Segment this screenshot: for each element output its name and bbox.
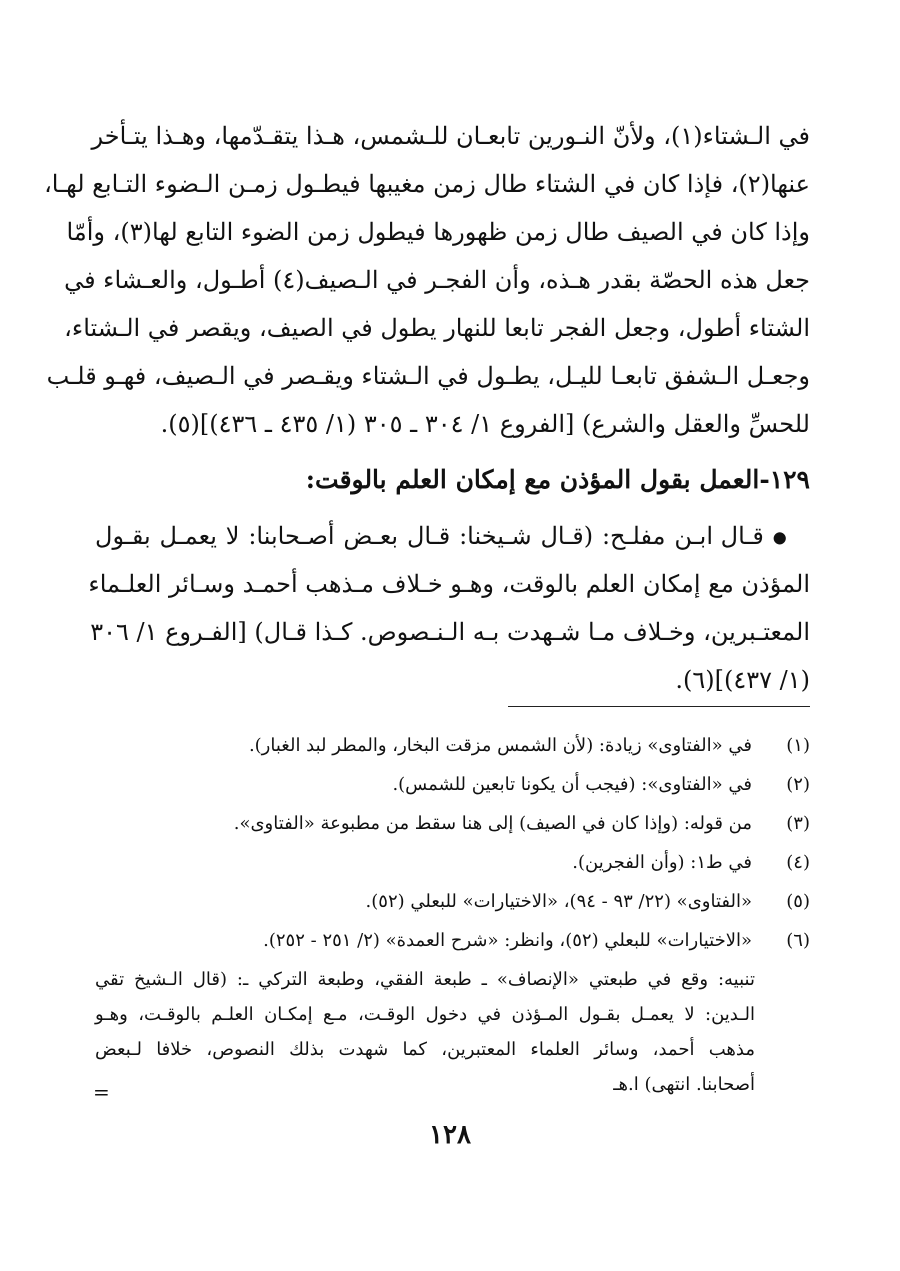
footnote-text: في ط١: (وأن الفجرين).: [572, 852, 752, 873]
footnote-number: (١): [786, 735, 810, 756]
footnote: [95, 921, 810, 960]
text-line: [95, 512, 810, 560]
footnote-separator: [508, 706, 810, 707]
footnotes: [95, 726, 810, 960]
text-line: المؤذن مع إمكان العلم بالوقت، وهـو خـلاف مـذهب أحمـد وسـائر العلـماء: [88, 570, 810, 598]
section-heading: ١٢٩-العمل بقول المؤذن مع إمكان العلم بالوقت:: [305, 465, 810, 494]
footnote: [95, 765, 810, 804]
text-line: وإذا كان في الصيف طال زمن ظهورها فيطول زمن الضوء التابع لها(٣)، وأمّا: [66, 218, 810, 246]
footnote-text: من قوله: (وإذا كان في الصيف) إلى هنا سقط من مطبوعة «الفتاوى».: [233, 813, 752, 834]
second-paragraph: [88, 512, 810, 704]
footnote: [95, 843, 810, 882]
text-line: وجعـل الـشفق تابعـا لليـل، يطـول في الـشتاء ويقـصر في الـصيف، فهـو قلـب: [46, 362, 810, 390]
footnote-number: (٤): [786, 852, 810, 873]
text-line-content: قـال ابـن مفلـح: (قـال شـيخنا: قـال بعـض أصـحابنا: لا يعمـل بقـول: [95, 522, 764, 550]
footnote-text: في «الفتاوى»: (فيجب أن يكونا تابعين للشمس).: [392, 774, 752, 795]
footnote-number: (٣): [786, 813, 810, 834]
footnote-text: «الفتاوى» (٢٢/ ٩٣ - ٩٤)، «الاختيارات» للبعلي (٥٢).: [365, 891, 752, 912]
text-line: (١/ ٤٣٧)](٦).: [675, 666, 810, 694]
text-line: المعتـبرين، وخـلاف مـا شـهدت بـه الـنـصوص. كـذا قـال) [الفـروع ١/ ٣٠٦: [90, 618, 810, 646]
footnote: [95, 726, 810, 765]
footnote-remark: [95, 962, 755, 1102]
text-line: في الـشتاء(١)، ولأنّ النـورين تابعـان للـشمس، هـذا يتقـدّمها، وهـذا يتـأخر: [91, 122, 810, 150]
text-line: للحسِّ والعقل والشرع) [الفروع ١/ ٣٠٤ ـ ٣٠٥ (١/ ٤٣٥ ـ ٤٣٦)](٥).: [160, 410, 810, 438]
text-line: مذهب أحمد، وسائر العلماء المعتبرين، كما شهدت بذلك النصوص، خلافا لـبعض: [95, 1039, 755, 1060]
footnote-number: (٢): [786, 774, 810, 795]
bullet-icon: ●: [772, 527, 788, 547]
text-line: أصحابنا. انتهى) ا.هـ: [613, 1074, 755, 1095]
text-line: الـدين: لا يعمـل بقـول المـؤذن في دخول الوقـت، مـع إمكـان العلـم بالوقـت، وهـو: [95, 1004, 755, 1025]
text-line: عنها(٢)، فإذا كان في الشتاء طال زمن مغيبها فيطـول زمـن الـضوء التـابع لهـا،: [44, 170, 810, 198]
continuation-mark: =: [93, 1080, 110, 1104]
footnote: [95, 882, 810, 921]
footnote: [95, 804, 810, 843]
main-paragraph: [44, 112, 810, 448]
text-line: تنبيه: وقع في طبعتي «الإنصاف» ـ طبعة الفقي، وطبعة التركي ـ: (قال الـشيخ تقي: [95, 969, 755, 990]
text-line: الشتاء أطول، وجعل الفجر تابعا للنهار يطول في الصيف، ويقصر في الـشتاء،: [64, 314, 810, 342]
footnote-text: «الاختيارات» للبعلي (٥٢)، وانظر: «شرح العمدة» (٢/ ٢٥١ - ٢٥٢).: [263, 930, 752, 951]
page-number: ١٢٨: [429, 1120, 471, 1150]
footnote-text: في «الفتاوى» زيادة: (لأن الشمس مزقت البخار، والمطر لبد الغبار).: [248, 735, 752, 756]
footnote-number: (٥): [786, 891, 810, 912]
text-line: جعل هذه الحصّة بقدر هـذه، وأن الفجـر في الـصيف(٤) أطـول، والعـشاء في: [64, 266, 810, 294]
footnote-number: (٦): [786, 930, 810, 951]
